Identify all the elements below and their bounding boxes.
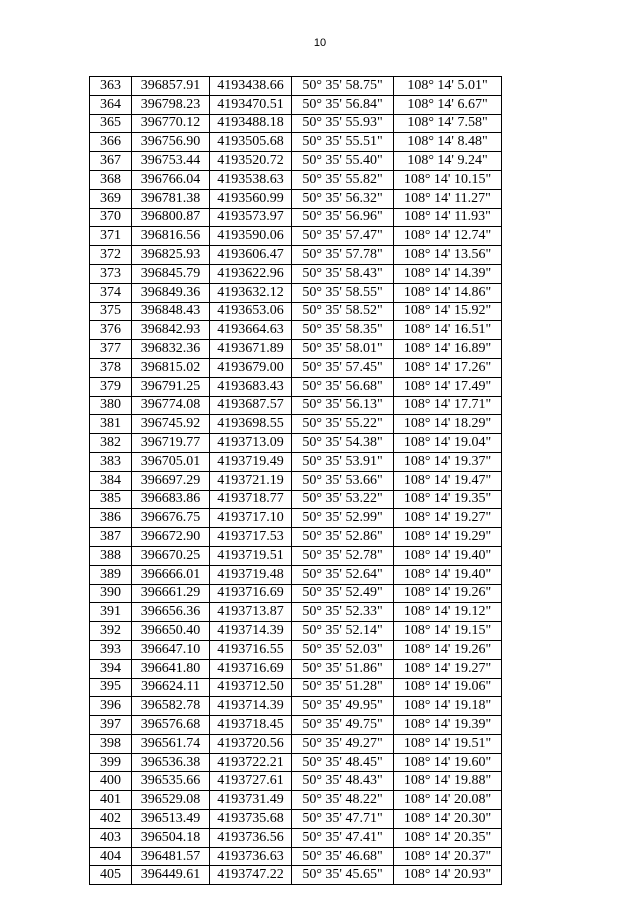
point-number-cell: 394 [90, 659, 132, 678]
point-number-cell: 365 [90, 114, 132, 133]
table-row [90, 452, 502, 471]
table-row [90, 528, 502, 547]
longitude-cell: 108° 14' 19.60" [394, 753, 502, 772]
longitude-cell: 108° 14' 12.74" [394, 227, 502, 246]
x-coordinate-cell: 396672.90 [132, 528, 210, 547]
longitude-cell: 108° 14' 19.15" [394, 622, 502, 641]
table-row [90, 152, 502, 171]
y-coordinate-cell: 4193727.61 [210, 772, 292, 791]
point-number-cell: 376 [90, 321, 132, 340]
longitude-cell: 108° 14' 19.40" [394, 565, 502, 584]
y-coordinate-cell: 4193713.09 [210, 434, 292, 453]
y-coordinate-cell: 4193714.39 [210, 622, 292, 641]
table-row [90, 434, 502, 453]
table-row [90, 810, 502, 829]
y-coordinate-cell: 4193622.96 [210, 264, 292, 283]
latitude-cell: 50° 35' 58.75" [292, 77, 394, 96]
longitude-cell: 108° 14' 19.29" [394, 528, 502, 547]
latitude-cell: 50° 35' 56.84" [292, 95, 394, 114]
x-coordinate-cell: 396816.56 [132, 227, 210, 246]
point-number-cell: 385 [90, 490, 132, 509]
x-coordinate-cell: 396576.68 [132, 716, 210, 735]
latitude-cell: 50° 35' 52.49" [292, 584, 394, 603]
latitude-cell: 50° 35' 56.68" [292, 377, 394, 396]
point-number-cell: 372 [90, 246, 132, 265]
y-coordinate-cell: 4193721.19 [210, 471, 292, 490]
page-number: 10 [313, 37, 327, 49]
table-row [90, 546, 502, 565]
table-row [90, 697, 502, 716]
longitude-cell: 108° 14' 8.48" [394, 133, 502, 152]
y-coordinate-cell: 4193520.72 [210, 152, 292, 171]
latitude-cell: 50° 35' 47.41" [292, 828, 394, 847]
point-number-cell: 368 [90, 170, 132, 189]
x-coordinate-cell: 396641.80 [132, 659, 210, 678]
table-row [90, 753, 502, 772]
table-row [90, 847, 502, 866]
latitude-cell: 50° 35' 58.35" [292, 321, 394, 340]
longitude-cell: 108° 14' 20.37" [394, 847, 502, 866]
longitude-cell: 108° 14' 19.37" [394, 452, 502, 471]
y-coordinate-cell: 4193719.51 [210, 546, 292, 565]
x-coordinate-cell: 396656.36 [132, 603, 210, 622]
x-coordinate-cell: 396481.57 [132, 847, 210, 866]
point-number-cell: 374 [90, 283, 132, 302]
table-row [90, 208, 502, 227]
table-row [90, 716, 502, 735]
table-row [90, 584, 502, 603]
point-number-cell: 371 [90, 227, 132, 246]
point-number-cell: 382 [90, 434, 132, 453]
table-row [90, 189, 502, 208]
latitude-cell: 50° 35' 58.01" [292, 340, 394, 359]
longitude-cell: 108° 14' 20.30" [394, 810, 502, 829]
x-coordinate-cell: 396798.23 [132, 95, 210, 114]
latitude-cell: 50° 35' 55.40" [292, 152, 394, 171]
table-row [90, 565, 502, 584]
point-number-cell: 373 [90, 264, 132, 283]
latitude-cell: 50° 35' 53.91" [292, 452, 394, 471]
y-coordinate-cell: 4193438.66 [210, 77, 292, 96]
y-coordinate-cell: 4193719.48 [210, 565, 292, 584]
latitude-cell: 50° 35' 49.75" [292, 716, 394, 735]
y-coordinate-cell: 4193671.89 [210, 340, 292, 359]
point-number-cell: 398 [90, 734, 132, 753]
table-row [90, 264, 502, 283]
point-number-cell: 375 [90, 302, 132, 321]
x-coordinate-cell: 396848.43 [132, 302, 210, 321]
longitude-cell: 108° 14' 15.92" [394, 302, 502, 321]
x-coordinate-cell: 396683.86 [132, 490, 210, 509]
latitude-cell: 50° 35' 57.78" [292, 246, 394, 265]
table-row [90, 377, 502, 396]
y-coordinate-cell: 4193735.68 [210, 810, 292, 829]
x-coordinate-cell: 396661.29 [132, 584, 210, 603]
x-coordinate-cell: 396800.87 [132, 208, 210, 227]
x-coordinate-cell: 396756.90 [132, 133, 210, 152]
point-number-cell: 390 [90, 584, 132, 603]
table-row [90, 866, 502, 885]
point-number-cell: 403 [90, 828, 132, 847]
point-number-cell: 400 [90, 772, 132, 791]
y-coordinate-cell: 4193505.68 [210, 133, 292, 152]
longitude-cell: 108° 14' 13.56" [394, 246, 502, 265]
table-row [90, 678, 502, 697]
longitude-cell: 108° 14' 19.51" [394, 734, 502, 753]
table-row [90, 77, 502, 96]
point-number-cell: 369 [90, 189, 132, 208]
point-number-cell: 387 [90, 528, 132, 547]
table-row [90, 321, 502, 340]
x-coordinate-cell: 396705.01 [132, 452, 210, 471]
point-number-cell: 401 [90, 791, 132, 810]
point-number-cell: 397 [90, 716, 132, 735]
table-row [90, 622, 502, 641]
table-row [90, 358, 502, 377]
longitude-cell: 108° 14' 16.89" [394, 340, 502, 359]
longitude-cell: 108° 14' 18.29" [394, 415, 502, 434]
latitude-cell: 50° 35' 52.14" [292, 622, 394, 641]
x-coordinate-cell: 396650.40 [132, 622, 210, 641]
y-coordinate-cell: 4193716.69 [210, 584, 292, 603]
longitude-cell: 108° 14' 19.18" [394, 697, 502, 716]
latitude-cell: 50° 35' 45.65" [292, 866, 394, 885]
latitude-cell: 50° 35' 55.22" [292, 415, 394, 434]
longitude-cell: 108° 14' 11.93" [394, 208, 502, 227]
x-coordinate-cell: 396766.04 [132, 170, 210, 189]
table-row [90, 114, 502, 133]
y-coordinate-cell: 4193718.45 [210, 716, 292, 735]
longitude-cell: 108° 14' 19.04" [394, 434, 502, 453]
point-number-cell: 381 [90, 415, 132, 434]
point-number-cell: 392 [90, 622, 132, 641]
x-coordinate-cell: 396449.61 [132, 866, 210, 885]
point-number-cell: 404 [90, 847, 132, 866]
longitude-cell: 108° 14' 19.40" [394, 546, 502, 565]
latitude-cell: 50° 35' 48.43" [292, 772, 394, 791]
point-number-cell: 379 [90, 377, 132, 396]
x-coordinate-cell: 396753.44 [132, 152, 210, 171]
y-coordinate-cell: 4193488.18 [210, 114, 292, 133]
y-coordinate-cell: 4193664.63 [210, 321, 292, 340]
point-number-cell: 386 [90, 509, 132, 528]
longitude-cell: 108° 14' 16.51" [394, 321, 502, 340]
x-coordinate-cell: 396676.75 [132, 509, 210, 528]
x-coordinate-cell: 396670.25 [132, 546, 210, 565]
x-coordinate-cell: 396791.25 [132, 377, 210, 396]
latitude-cell: 50° 35' 55.82" [292, 170, 394, 189]
table-row [90, 246, 502, 265]
table-row [90, 415, 502, 434]
latitude-cell: 50° 35' 56.13" [292, 396, 394, 415]
y-coordinate-cell: 4193632.12 [210, 283, 292, 302]
table-row [90, 396, 502, 415]
y-coordinate-cell: 4193573.97 [210, 208, 292, 227]
latitude-cell: 50° 35' 49.27" [292, 734, 394, 753]
table-row [90, 471, 502, 490]
x-coordinate-cell: 396825.93 [132, 246, 210, 265]
longitude-cell: 108° 14' 19.47" [394, 471, 502, 490]
table-row [90, 283, 502, 302]
y-coordinate-cell: 4193590.06 [210, 227, 292, 246]
table-row [90, 490, 502, 509]
y-coordinate-cell: 4193747.22 [210, 866, 292, 885]
longitude-cell: 108° 14' 19.12" [394, 603, 502, 622]
point-number-cell: 364 [90, 95, 132, 114]
latitude-cell: 50° 35' 52.03" [292, 640, 394, 659]
y-coordinate-cell: 4193714.39 [210, 697, 292, 716]
latitude-cell: 50° 35' 57.47" [292, 227, 394, 246]
longitude-cell: 108° 14' 7.58" [394, 114, 502, 133]
x-coordinate-cell: 396647.10 [132, 640, 210, 659]
y-coordinate-cell: 4193736.63 [210, 847, 292, 866]
table-row [90, 133, 502, 152]
y-coordinate-cell: 4193687.57 [210, 396, 292, 415]
y-coordinate-cell: 4193679.00 [210, 358, 292, 377]
y-coordinate-cell: 4193716.69 [210, 659, 292, 678]
latitude-cell: 50° 35' 52.78" [292, 546, 394, 565]
table-row [90, 509, 502, 528]
point-number-cell: 370 [90, 208, 132, 227]
latitude-cell: 50° 35' 52.33" [292, 603, 394, 622]
x-coordinate-cell: 396845.79 [132, 264, 210, 283]
x-coordinate-cell: 396857.91 [132, 77, 210, 96]
x-coordinate-cell: 396842.93 [132, 321, 210, 340]
longitude-cell: 108° 14' 11.27" [394, 189, 502, 208]
y-coordinate-cell: 4193713.87 [210, 603, 292, 622]
y-coordinate-cell: 4193712.50 [210, 678, 292, 697]
longitude-cell: 108° 14' 17.26" [394, 358, 502, 377]
latitude-cell: 50° 35' 52.99" [292, 509, 394, 528]
latitude-cell: 50° 35' 58.43" [292, 264, 394, 283]
latitude-cell: 50° 35' 56.96" [292, 208, 394, 227]
latitude-cell: 50° 35' 52.64" [292, 565, 394, 584]
longitude-cell: 108° 14' 5.01" [394, 77, 502, 96]
point-number-cell: 396 [90, 697, 132, 716]
latitude-cell: 50° 35' 51.28" [292, 678, 394, 697]
longitude-cell: 108° 14' 10.15" [394, 170, 502, 189]
longitude-cell: 108° 14' 17.71" [394, 396, 502, 415]
y-coordinate-cell: 4193736.56 [210, 828, 292, 847]
latitude-cell: 50° 35' 46.68" [292, 847, 394, 866]
x-coordinate-cell: 396815.02 [132, 358, 210, 377]
longitude-cell: 108° 14' 19.26" [394, 640, 502, 659]
longitude-cell: 108° 14' 20.93" [394, 866, 502, 885]
y-coordinate-cell: 4193716.55 [210, 640, 292, 659]
x-coordinate-cell: 396666.01 [132, 565, 210, 584]
table-row [90, 170, 502, 189]
table-row [90, 734, 502, 753]
y-coordinate-cell: 4193698.55 [210, 415, 292, 434]
latitude-cell: 50° 35' 56.32" [292, 189, 394, 208]
y-coordinate-cell: 4193720.56 [210, 734, 292, 753]
point-number-cell: 402 [90, 810, 132, 829]
longitude-cell: 108° 14' 14.39" [394, 264, 502, 283]
x-coordinate-cell: 396719.77 [132, 434, 210, 453]
point-number-cell: 391 [90, 603, 132, 622]
point-number-cell: 384 [90, 471, 132, 490]
table-row [90, 791, 502, 810]
longitude-cell: 108° 14' 20.08" [394, 791, 502, 810]
table-row [90, 772, 502, 791]
x-coordinate-cell: 396781.38 [132, 189, 210, 208]
latitude-cell: 50° 35' 53.66" [292, 471, 394, 490]
table-row [90, 340, 502, 359]
y-coordinate-cell: 4193683.43 [210, 377, 292, 396]
longitude-cell: 108° 14' 19.35" [394, 490, 502, 509]
table-row [90, 603, 502, 622]
table-row [90, 302, 502, 321]
latitude-cell: 50° 35' 51.86" [292, 659, 394, 678]
latitude-cell: 50° 35' 55.51" [292, 133, 394, 152]
point-number-cell: 383 [90, 452, 132, 471]
table-row [90, 227, 502, 246]
longitude-cell: 108° 14' 14.86" [394, 283, 502, 302]
x-coordinate-cell: 396513.49 [132, 810, 210, 829]
point-number-cell: 363 [90, 77, 132, 96]
point-number-cell: 405 [90, 866, 132, 885]
longitude-cell: 108° 14' 6.67" [394, 95, 502, 114]
latitude-cell: 50° 35' 53.22" [292, 490, 394, 509]
y-coordinate-cell: 4193560.99 [210, 189, 292, 208]
y-coordinate-cell: 4193717.53 [210, 528, 292, 547]
longitude-cell: 108° 14' 20.35" [394, 828, 502, 847]
x-coordinate-cell: 396561.74 [132, 734, 210, 753]
longitude-cell: 108° 14' 19.26" [394, 584, 502, 603]
point-number-cell: 399 [90, 753, 132, 772]
point-number-cell: 380 [90, 396, 132, 415]
longitude-cell: 108° 14' 17.49" [394, 377, 502, 396]
y-coordinate-cell: 4193719.49 [210, 452, 292, 471]
y-coordinate-cell: 4193653.06 [210, 302, 292, 321]
x-coordinate-cell: 396849.36 [132, 283, 210, 302]
coordinates-table [89, 76, 502, 885]
latitude-cell: 50° 35' 48.45" [292, 753, 394, 772]
x-coordinate-cell: 396774.08 [132, 396, 210, 415]
x-coordinate-cell: 396582.78 [132, 697, 210, 716]
y-coordinate-cell: 4193606.47 [210, 246, 292, 265]
table-row [90, 828, 502, 847]
y-coordinate-cell: 4193470.51 [210, 95, 292, 114]
latitude-cell: 50° 35' 52.86" [292, 528, 394, 547]
point-number-cell: 393 [90, 640, 132, 659]
point-number-cell: 367 [90, 152, 132, 171]
y-coordinate-cell: 4193718.77 [210, 490, 292, 509]
latitude-cell: 50° 35' 57.45" [292, 358, 394, 377]
table-row [90, 640, 502, 659]
longitude-cell: 108° 14' 19.27" [394, 659, 502, 678]
x-coordinate-cell: 396529.08 [132, 791, 210, 810]
y-coordinate-cell: 4193722.21 [210, 753, 292, 772]
latitude-cell: 50° 35' 58.55" [292, 283, 394, 302]
longitude-cell: 108° 14' 19.88" [394, 772, 502, 791]
x-coordinate-cell: 396624.11 [132, 678, 210, 697]
table-row [90, 95, 502, 114]
latitude-cell: 50° 35' 47.71" [292, 810, 394, 829]
latitude-cell: 50° 35' 54.38" [292, 434, 394, 453]
coordinates-table-body [90, 77, 502, 885]
x-coordinate-cell: 396504.18 [132, 828, 210, 847]
longitude-cell: 108° 14' 19.27" [394, 509, 502, 528]
x-coordinate-cell: 396832.36 [132, 340, 210, 359]
longitude-cell: 108° 14' 9.24" [394, 152, 502, 171]
point-number-cell: 395 [90, 678, 132, 697]
y-coordinate-cell: 4193717.10 [210, 509, 292, 528]
y-coordinate-cell: 4193731.49 [210, 791, 292, 810]
latitude-cell: 50° 35' 49.95" [292, 697, 394, 716]
latitude-cell: 50° 35' 55.93" [292, 114, 394, 133]
point-number-cell: 366 [90, 133, 132, 152]
x-coordinate-cell: 396770.12 [132, 114, 210, 133]
point-number-cell: 378 [90, 358, 132, 377]
x-coordinate-cell: 396535.66 [132, 772, 210, 791]
point-number-cell: 389 [90, 565, 132, 584]
point-number-cell: 388 [90, 546, 132, 565]
latitude-cell: 50° 35' 48.22" [292, 791, 394, 810]
table-row [90, 659, 502, 678]
x-coordinate-cell: 396697.29 [132, 471, 210, 490]
point-number-cell: 377 [90, 340, 132, 359]
x-coordinate-cell: 396745.92 [132, 415, 210, 434]
longitude-cell: 108° 14' 19.06" [394, 678, 502, 697]
y-coordinate-cell: 4193538.63 [210, 170, 292, 189]
x-coordinate-cell: 396536.38 [132, 753, 210, 772]
latitude-cell: 50° 35' 58.52" [292, 302, 394, 321]
longitude-cell: 108° 14' 19.39" [394, 716, 502, 735]
